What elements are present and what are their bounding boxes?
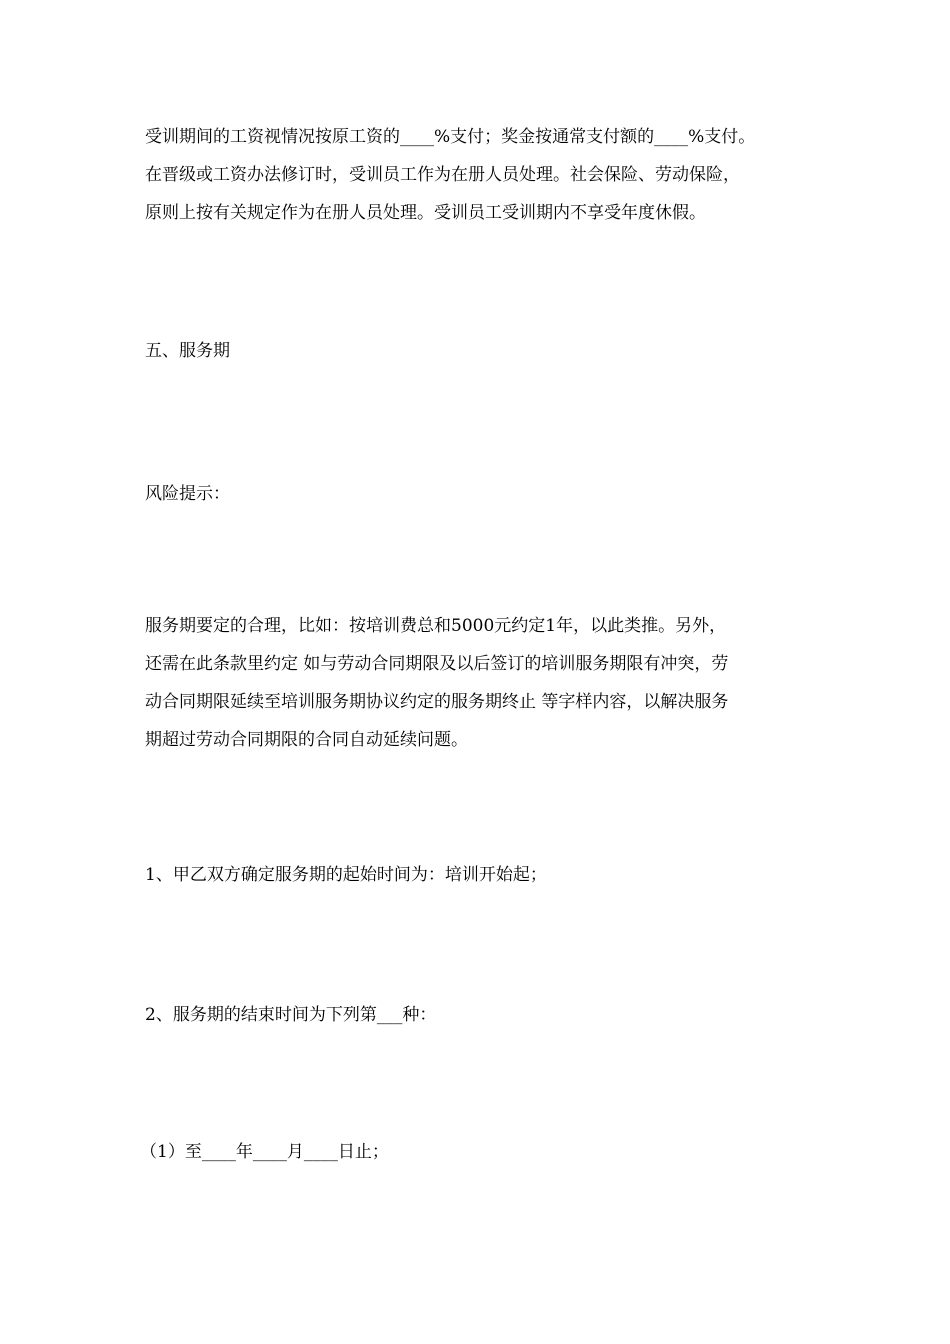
heading-text: 五、服务期: [145, 341, 230, 361]
section-heading-service-period: [145, 332, 810, 370]
text-line: 2、服务期的结束时间为下列第___种：: [145, 1005, 437, 1025]
text-line: 在晋级或工资办法修订时，受训员工作为在册人员处理。社会保险、劳动保险，: [145, 165, 740, 185]
text-line: 服务期要定的合理，比如：按培训费总和5000元约定1年，以此类推。另外，: [145, 616, 727, 636]
text-line: 动合同期限延续至培训服务期协议约定的服务期终止 等字样内容，以解决服务: [145, 692, 729, 712]
heading-text: 风险提示：: [145, 484, 230, 504]
text-line: 1、甲乙双方确定服务期的起始时间为：培训开始起；: [145, 865, 547, 885]
text-line: 原则上按有关规定作为在册人员处理。受训员工受训期内不享受年度休假。: [145, 203, 706, 223]
paragraph-training-wages: [145, 118, 810, 232]
text-line: 期超过劳动合同期限的合同自动延续问题。: [145, 730, 468, 750]
text-line: 受训期间的工资视情况按原工资的____%支付；奖金按通常支付额的____%支付。: [145, 127, 756, 147]
clause-item-1: [145, 856, 810, 894]
text-line: （1）至____年____月____日止；: [140, 1142, 389, 1162]
clause-item-2: [145, 996, 810, 1034]
paragraph-risk-note: [145, 607, 810, 759]
text-line: 还需在此条款里约定 如与劳动合同期限及以后签订的培训服务期限有冲突，劳: [145, 654, 729, 674]
risk-warning-heading: [145, 475, 810, 513]
clause-item-2-option-1: [140, 1133, 805, 1171]
